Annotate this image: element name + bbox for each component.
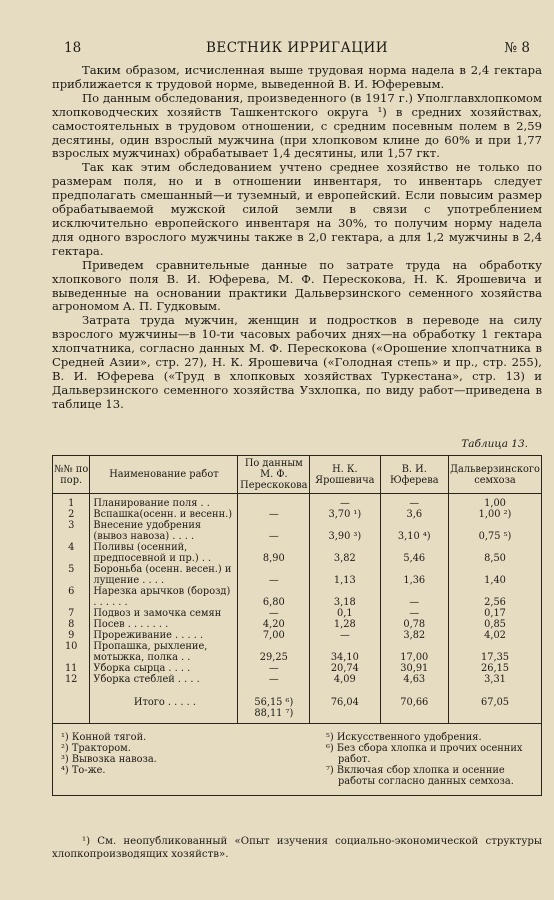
page-number: 18 — [64, 40, 82, 56]
cell-yuferev: 0,78 — [380, 619, 449, 630]
cell-dalverzin: 4,02 — [449, 630, 542, 641]
row-work-name: Уборка стеблей . . . . — [90, 674, 238, 685]
cell-dalverzin: 1,00 ²) — [449, 509, 542, 520]
table-notes-cell — [53, 724, 542, 796]
table-total-row — [53, 685, 542, 724]
table-note: ⁶) Без сбора хлопка и прочих осенних работ. — [326, 743, 523, 765]
col-header-name: Наименование работ — [90, 456, 238, 494]
table-note: ⁷) Включая сбор хлопка и осенние работы согласно данных семхоза. — [326, 765, 514, 787]
row-number: 3 — [53, 520, 90, 542]
table-note: ³) Вывозка навоза. — [61, 754, 157, 765]
row-work-name: Бороньба (осенн. весен.) и лущение . . . . — [90, 564, 238, 586]
row-number: 5 — [53, 564, 90, 586]
total-yaroshevich: 76,04 — [310, 685, 380, 724]
cell-pereskokov: 6,80 — [238, 586, 310, 608]
cell-yaroshevich: 1,28 — [310, 619, 380, 630]
cell-yaroshevich: 3,90 ³) — [310, 520, 380, 542]
cell-pereskokov: 7,00 — [238, 630, 310, 641]
row-work-name: Уборка сырца . . . . — [90, 663, 238, 674]
table-row — [53, 663, 542, 674]
cell-yuferev: 5,46 — [380, 542, 449, 564]
cell-pereskokov: — — [238, 564, 310, 586]
cell-pereskokov: 4,20 — [238, 619, 310, 630]
col-header-num: №№ по пор. — [53, 456, 90, 494]
body-text — [52, 64, 542, 412]
row-number: 4 — [53, 542, 90, 564]
table-row — [53, 564, 542, 586]
cell-yaroshevich: 0,1 — [310, 608, 380, 619]
cell-yuferev: 30,91 — [380, 663, 449, 674]
table-notes-right — [298, 732, 535, 787]
total-pereskokov-a: 56,15 ⁶) — [254, 697, 294, 708]
cell-dalverzin: 1,40 — [449, 564, 542, 586]
paragraph: По данным обследования, произведенного (в 1917 г.) Уполглавхлопкомом хлопководческих хозяйств Ташкентского округа ¹) в средних хозяйствах, самостоятельных в трудовом отношении, с средним посевным полем в 2,59 десятины, один взрослый мужчина (при хлопковом клине до 60% и при 1,77 взрослых мужчинах) обрабатывает 1,4 десятины, или 1,57 гкт. — [52, 90, 542, 161]
cell-pereskokov: — — [238, 608, 310, 619]
table-header-row — [53, 456, 542, 494]
paragraph: Таким образом, исчисленная выше трудовая норма надела в 2,4 гектара приближается к трудовой норме, выведенной В. И. Юферевым. — [52, 63, 542, 91]
table-row — [53, 509, 542, 520]
col-header-pereskokov: По данным М. Ф. Перескокова — [238, 456, 310, 494]
cell-yuferev: 1,36 — [380, 564, 449, 586]
cell-yuferev: 3,82 — [380, 630, 449, 641]
cell-yaroshevich: — — [310, 494, 380, 510]
row-number: 10 — [53, 641, 90, 663]
cell-pereskokov — [238, 494, 310, 510]
cell-yaroshevich: 3,82 — [310, 542, 380, 564]
table-row — [53, 630, 542, 641]
row-number: 11 — [53, 663, 90, 674]
row-work-name: Планирование поля . . — [90, 494, 238, 510]
paragraph: Так как этим обследованием учтено среднее хозяйство не только по размерам поля, но и в отношении инвентаря, то инвентарь следует предполагать смешанный—и туземный, и европейский. Если повысим размер обрабатываемой мужской силой земли в связи с употреблением исключительно европейского инвентаря на 30%, то получим норму надела для одного взрослого мужчины также в 2,0 гектара, а для 1,2 мужчины в 2,4 гектара. — [52, 160, 542, 258]
paragraph: Затрата труда мужчин, женщин и подростков в переводе на силу взрослого мужчины—в 10-ти часовых рабочих днях—на обработку 1 гектара хлопчатника, согласно данных М. Ф. Перескокова («Орошение хлопчатника в Средней Азии», стр. 27), Н. К. Ярошевича («Голодная степь» и пр., стр. 255), В. И. Юферева («Труд в хлопковых хозяйствах Туркестана», стр. 13) и Дальверзинского семенного хозяйства Узхлопка, по виду работ—приведена в таблице 13. — [52, 313, 542, 411]
table-notes-left — [61, 732, 298, 787]
cell-yuferev: 3,10 ⁴) — [380, 520, 449, 542]
journal-title: ВЕСТНИК ИРРИГАЦИИ — [205, 40, 389, 56]
cell-dalverzin: 26,15 — [449, 663, 542, 674]
table-row — [53, 542, 542, 564]
cell-yaroshevich: 1,13 — [310, 564, 380, 586]
table-note: ¹) Конной тягой. — [61, 732, 147, 743]
total-label: Итого . . . . . — [90, 685, 238, 724]
cell-pereskokov: — — [238, 509, 310, 520]
cell-yaroshevich: 3,18 — [310, 586, 380, 608]
table-note: ²) Трактором. — [61, 743, 131, 754]
cell-dalverzin: 17,35 — [449, 641, 542, 663]
page-footnote: ¹) См. неопубликованный «Опыт изучения социально-экономической структуры хлопкопроизводящих хозяйств». — [52, 836, 542, 860]
table-row — [53, 520, 542, 542]
running-header — [64, 40, 530, 58]
table-row — [53, 641, 542, 663]
cell-yaroshevich: 20,74 — [310, 663, 380, 674]
row-number: 12 — [53, 674, 90, 685]
cell-yuferev: 4,63 — [380, 674, 449, 685]
row-work-name: Вспашка(осенн. и весенн.) — [90, 509, 238, 520]
table-caption: Таблица 13. — [461, 438, 528, 450]
row-number: 2 — [53, 509, 90, 520]
total-dalverzin: 67,05 — [449, 685, 542, 724]
table-row — [53, 586, 542, 608]
cell-dalverzin: 0,17 — [449, 608, 542, 619]
row-number: 1 — [53, 494, 90, 510]
table-notes-row — [53, 724, 542, 796]
col-header-yaroshevich: Н. К. Ярошевича — [310, 456, 380, 494]
issue-number: № 8 — [504, 40, 530, 56]
labor-table — [52, 455, 542, 796]
cell-dalverzin: 8,50 — [449, 542, 542, 564]
cell-yuferev: 17,00 — [380, 641, 449, 663]
total-yuferev: 70,66 — [380, 685, 449, 724]
row-work-name: Подвоз и замочка семян — [90, 608, 238, 619]
table-row — [53, 619, 542, 630]
cell-dalverzin: 3,31 — [449, 674, 542, 685]
cell-yaroshevich: 34,10 — [310, 641, 380, 663]
cell-yuferev: — — [380, 608, 449, 619]
cell-yaroshevich: 3,70 ¹) — [310, 509, 380, 520]
cell-pereskokov: — — [238, 520, 310, 542]
row-number: 9 — [53, 630, 90, 641]
cell-dalverzin: 1,00 — [449, 494, 542, 510]
cell-pereskokov: 8,90 — [238, 542, 310, 564]
cell-pereskokov: 29,25 — [238, 641, 310, 663]
row-number: 7 — [53, 608, 90, 619]
row-number: 6 — [53, 586, 90, 608]
row-work-name: Внесение удобрения (вывоз навоза) . . . . — [90, 520, 238, 542]
cell-dalverzin: 0,85 — [449, 619, 542, 630]
row-work-name: Прореживание . . . . . — [90, 630, 238, 641]
row-work-name: Посев . . . . . . . — [90, 619, 238, 630]
col-header-yuferev: В. И. Юферева — [380, 456, 449, 494]
table-note: ⁵) Искусственного удобрения. — [326, 732, 482, 743]
table-row — [53, 674, 542, 685]
row-number: 8 — [53, 619, 90, 630]
cell-dalverzin: 2,56 — [449, 586, 542, 608]
total-pereskokov — [238, 685, 310, 724]
total-num-cell — [53, 685, 90, 724]
paragraph: Приведем сравнительные данные по затрате труда на обработку хлопкового поля В. И. Юферева, М. Ф. Перескокова, Н. К. Ярошевича и выведенные на основании практики Дальверзинского семенного хозяйства агрономом А. П. Гудковым. — [52, 257, 542, 314]
cell-yuferev: — — [380, 494, 449, 510]
cell-yuferev: 3,6 — [380, 509, 449, 520]
row-work-name: Пропашка, рыхление, мотыжка, полка . . — [90, 641, 238, 663]
table-note: ⁴) То-же. — [61, 765, 106, 776]
row-work-name: Нарезка арычков (борозд) . . . . . . — [90, 586, 238, 608]
cell-pereskokov: — — [238, 663, 310, 674]
cell-yuferev: — — [380, 586, 449, 608]
table-row — [53, 608, 542, 619]
row-work-name: Поливы (осенний, предпосевной и пр.) . . — [90, 542, 238, 564]
cell-yaroshevich: — — [310, 630, 380, 641]
col-header-dalverzin: Дальверзинского семхоза — [449, 456, 542, 494]
cell-dalverzin: 0,75 ⁵) — [449, 520, 542, 542]
table-row — [53, 494, 542, 510]
cell-yaroshevich: 4,09 — [310, 674, 380, 685]
cell-pereskokov: — — [238, 674, 310, 685]
total-pereskokov-b: 88,11 ⁷) — [254, 708, 294, 719]
